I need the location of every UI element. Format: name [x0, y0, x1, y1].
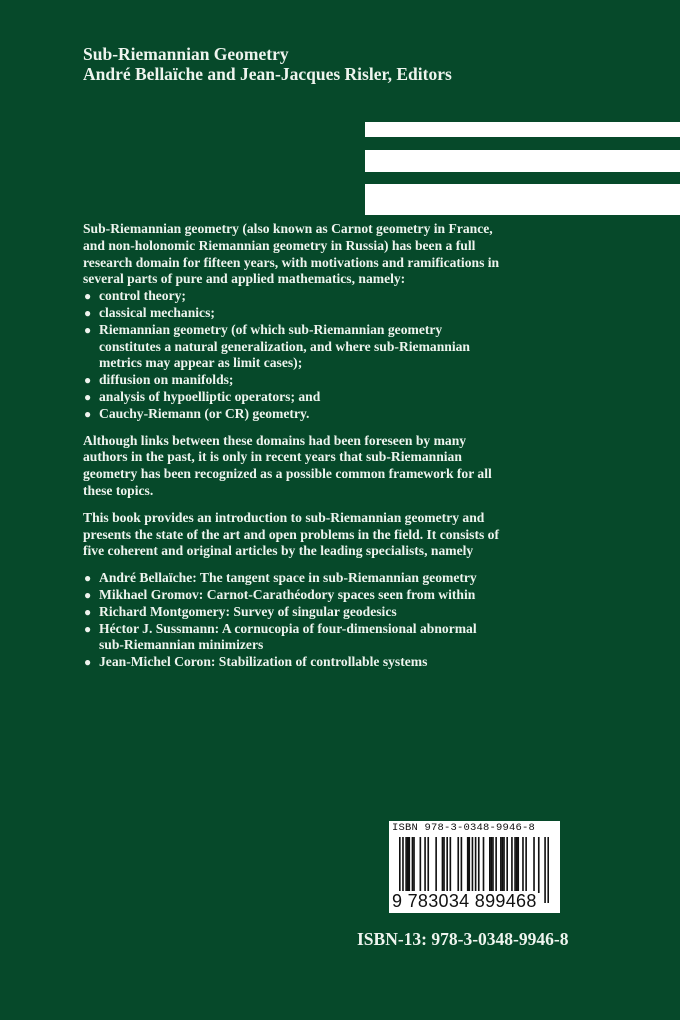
barcode-bar	[427, 837, 429, 893]
book-title: Sub-Riemannian Geometry	[83, 44, 289, 64]
list-item-text: Héctor J. Sussmann: A cornucopia of four-dimensional abnormal	[99, 620, 477, 636]
barcode-bar	[506, 837, 508, 893]
text-line: authors in the past, it is only in recent years that sub-Riemannian	[83, 449, 462, 465]
bullet-icon: ●	[84, 571, 92, 586]
text-line: presents the state of the art and open problems in the field. It consists of	[83, 526, 499, 542]
barcode-bar	[413, 837, 415, 893]
barcode-bar	[547, 837, 549, 903]
barcode-bar	[443, 837, 445, 893]
articles-list	[83, 570, 563, 671]
list-item-text: Riemannian geometry (of which sub-Riemannian geometry	[99, 321, 443, 337]
list-item-text: control theory;	[99, 288, 186, 304]
barcode-bar	[538, 837, 540, 893]
text-line: these topics.	[83, 482, 154, 498]
barcode-bar	[502, 837, 504, 893]
barcode-bar	[525, 837, 527, 893]
list-item	[83, 604, 563, 621]
barcode-bar	[435, 837, 437, 893]
list-item-text: Richard Montgomery: Survey of singular geodesics	[99, 603, 397, 619]
barcode-bar	[446, 837, 448, 893]
barcode-bar	[442, 837, 444, 893]
text-line: several parts of pure and applied mathematics, namely:	[83, 271, 406, 287]
list-item-continuation: sub-Riemannian minimizers	[99, 637, 264, 653]
list-item-continuation: constitutes a natural generalization, and where sub-Riemannian	[99, 338, 470, 354]
barcode-bar	[461, 837, 463, 893]
barcode-bar	[514, 837, 516, 893]
barcode-bar	[405, 837, 407, 893]
list-item	[83, 621, 563, 638]
text-line: and non-holonomic Riemannian geometry in Russia) has been a full	[83, 237, 476, 253]
cover-header	[83, 44, 452, 84]
book-editors: André Bellaïche and Jean-Jacques Risler, Editors	[83, 64, 452, 84]
isbn-barcode	[389, 821, 560, 913]
decorative-stripe	[365, 184, 680, 215]
list-item-text: classical mechanics;	[99, 304, 215, 320]
list-item-text: Cauchy-Riemann (or CR) geometry.	[99, 405, 310, 421]
list-item-text: analysis of hypoelliptic operators; and	[99, 388, 321, 404]
barcode-bar	[450, 837, 452, 893]
barcode-bar	[495, 837, 497, 893]
list-item	[83, 570, 563, 587]
text-line: research domain for fifteen years, with motivations and ramifications in	[83, 254, 500, 270]
barcode-bar	[420, 837, 422, 893]
list-item	[83, 305, 563, 322]
barcode-bar	[517, 837, 519, 893]
text-line: Although links between these domains had been foreseen by many	[83, 432, 467, 448]
list-item-text: diffusion on manifolds;	[99, 372, 234, 388]
list-item-continuation: metrics may appear as limit cases);	[99, 355, 303, 371]
bullet-icon: ●	[84, 289, 92, 304]
barcode-bar	[500, 837, 502, 893]
decorative-stripe	[365, 122, 680, 137]
barcode-bar	[408, 837, 410, 893]
barcode-bar	[478, 837, 480, 893]
topics-list	[83, 288, 563, 422]
list-item-text: Jean-Michel Coron: Stabilization of controllable systems	[99, 654, 428, 670]
barcode-bar	[516, 837, 518, 893]
list-item-text: Mikhael Gromov: Carnot-Carathéodory spaces seen from within	[99, 586, 476, 602]
text-line: This book provides an introduction to sub-Riemannian geometry and	[83, 509, 485, 525]
list-item	[83, 406, 563, 423]
barcode-digits	[392, 891, 537, 912]
bullet-icon: ●	[84, 406, 92, 421]
list-item	[83, 587, 563, 604]
bullet-icon: ●	[84, 587, 92, 602]
paragraph-links	[83, 433, 563, 500]
decorative-stripe	[365, 150, 680, 172]
barcode-bar	[424, 837, 426, 893]
barcode-bar	[492, 837, 494, 893]
bullet-icon: ●	[84, 389, 92, 404]
barcode-digits-text: 9 783034 899468	[392, 891, 537, 911]
list-item	[83, 322, 563, 339]
list-item-text: André Bellaïche: The tangent space in sub-Riemannian geometry	[99, 570, 477, 586]
barcode-bar	[457, 837, 459, 893]
list-item	[83, 654, 563, 671]
text-line: five coherent and original articles by the leading specialists, namely	[83, 543, 474, 559]
bullet-icon: ●	[84, 373, 92, 388]
text-line: geometry has been recognized as a possible common framework for all	[83, 466, 492, 482]
barcode-bar	[467, 837, 469, 893]
barcode-bar	[522, 837, 524, 893]
list-item	[83, 389, 563, 406]
barcode-bar	[468, 837, 470, 893]
list-item	[83, 288, 563, 305]
barcode-bar	[483, 837, 485, 893]
barcode-isbn-label: ISBN 978-3-0348-9946-8	[392, 822, 536, 834]
barcode-bar	[503, 837, 505, 893]
barcode-bar	[511, 837, 513, 893]
barcode-bar	[407, 837, 409, 893]
bullet-icon: ●	[84, 322, 92, 337]
text-line: Sub-Riemannian geometry (also known as Carnot geometry in France,	[83, 221, 493, 236]
barcode-bar	[533, 837, 535, 893]
intro-paragraph	[83, 221, 563, 423]
bullet-icon: ●	[84, 655, 92, 670]
barcode-bar	[491, 837, 493, 893]
barcode-bar	[412, 837, 414, 893]
bullet-icon: ●	[84, 621, 92, 636]
bullet-icon: ●	[84, 604, 92, 619]
list-item	[83, 372, 563, 389]
isbn-13: ISBN-13: 978-3-0348-9946-8	[357, 929, 569, 949]
paragraph-book	[83, 510, 563, 560]
barcode-bar	[544, 837, 546, 903]
bullet-icon: ●	[84, 305, 92, 320]
barcode-bar	[489, 837, 491, 893]
blurb	[83, 221, 563, 671]
